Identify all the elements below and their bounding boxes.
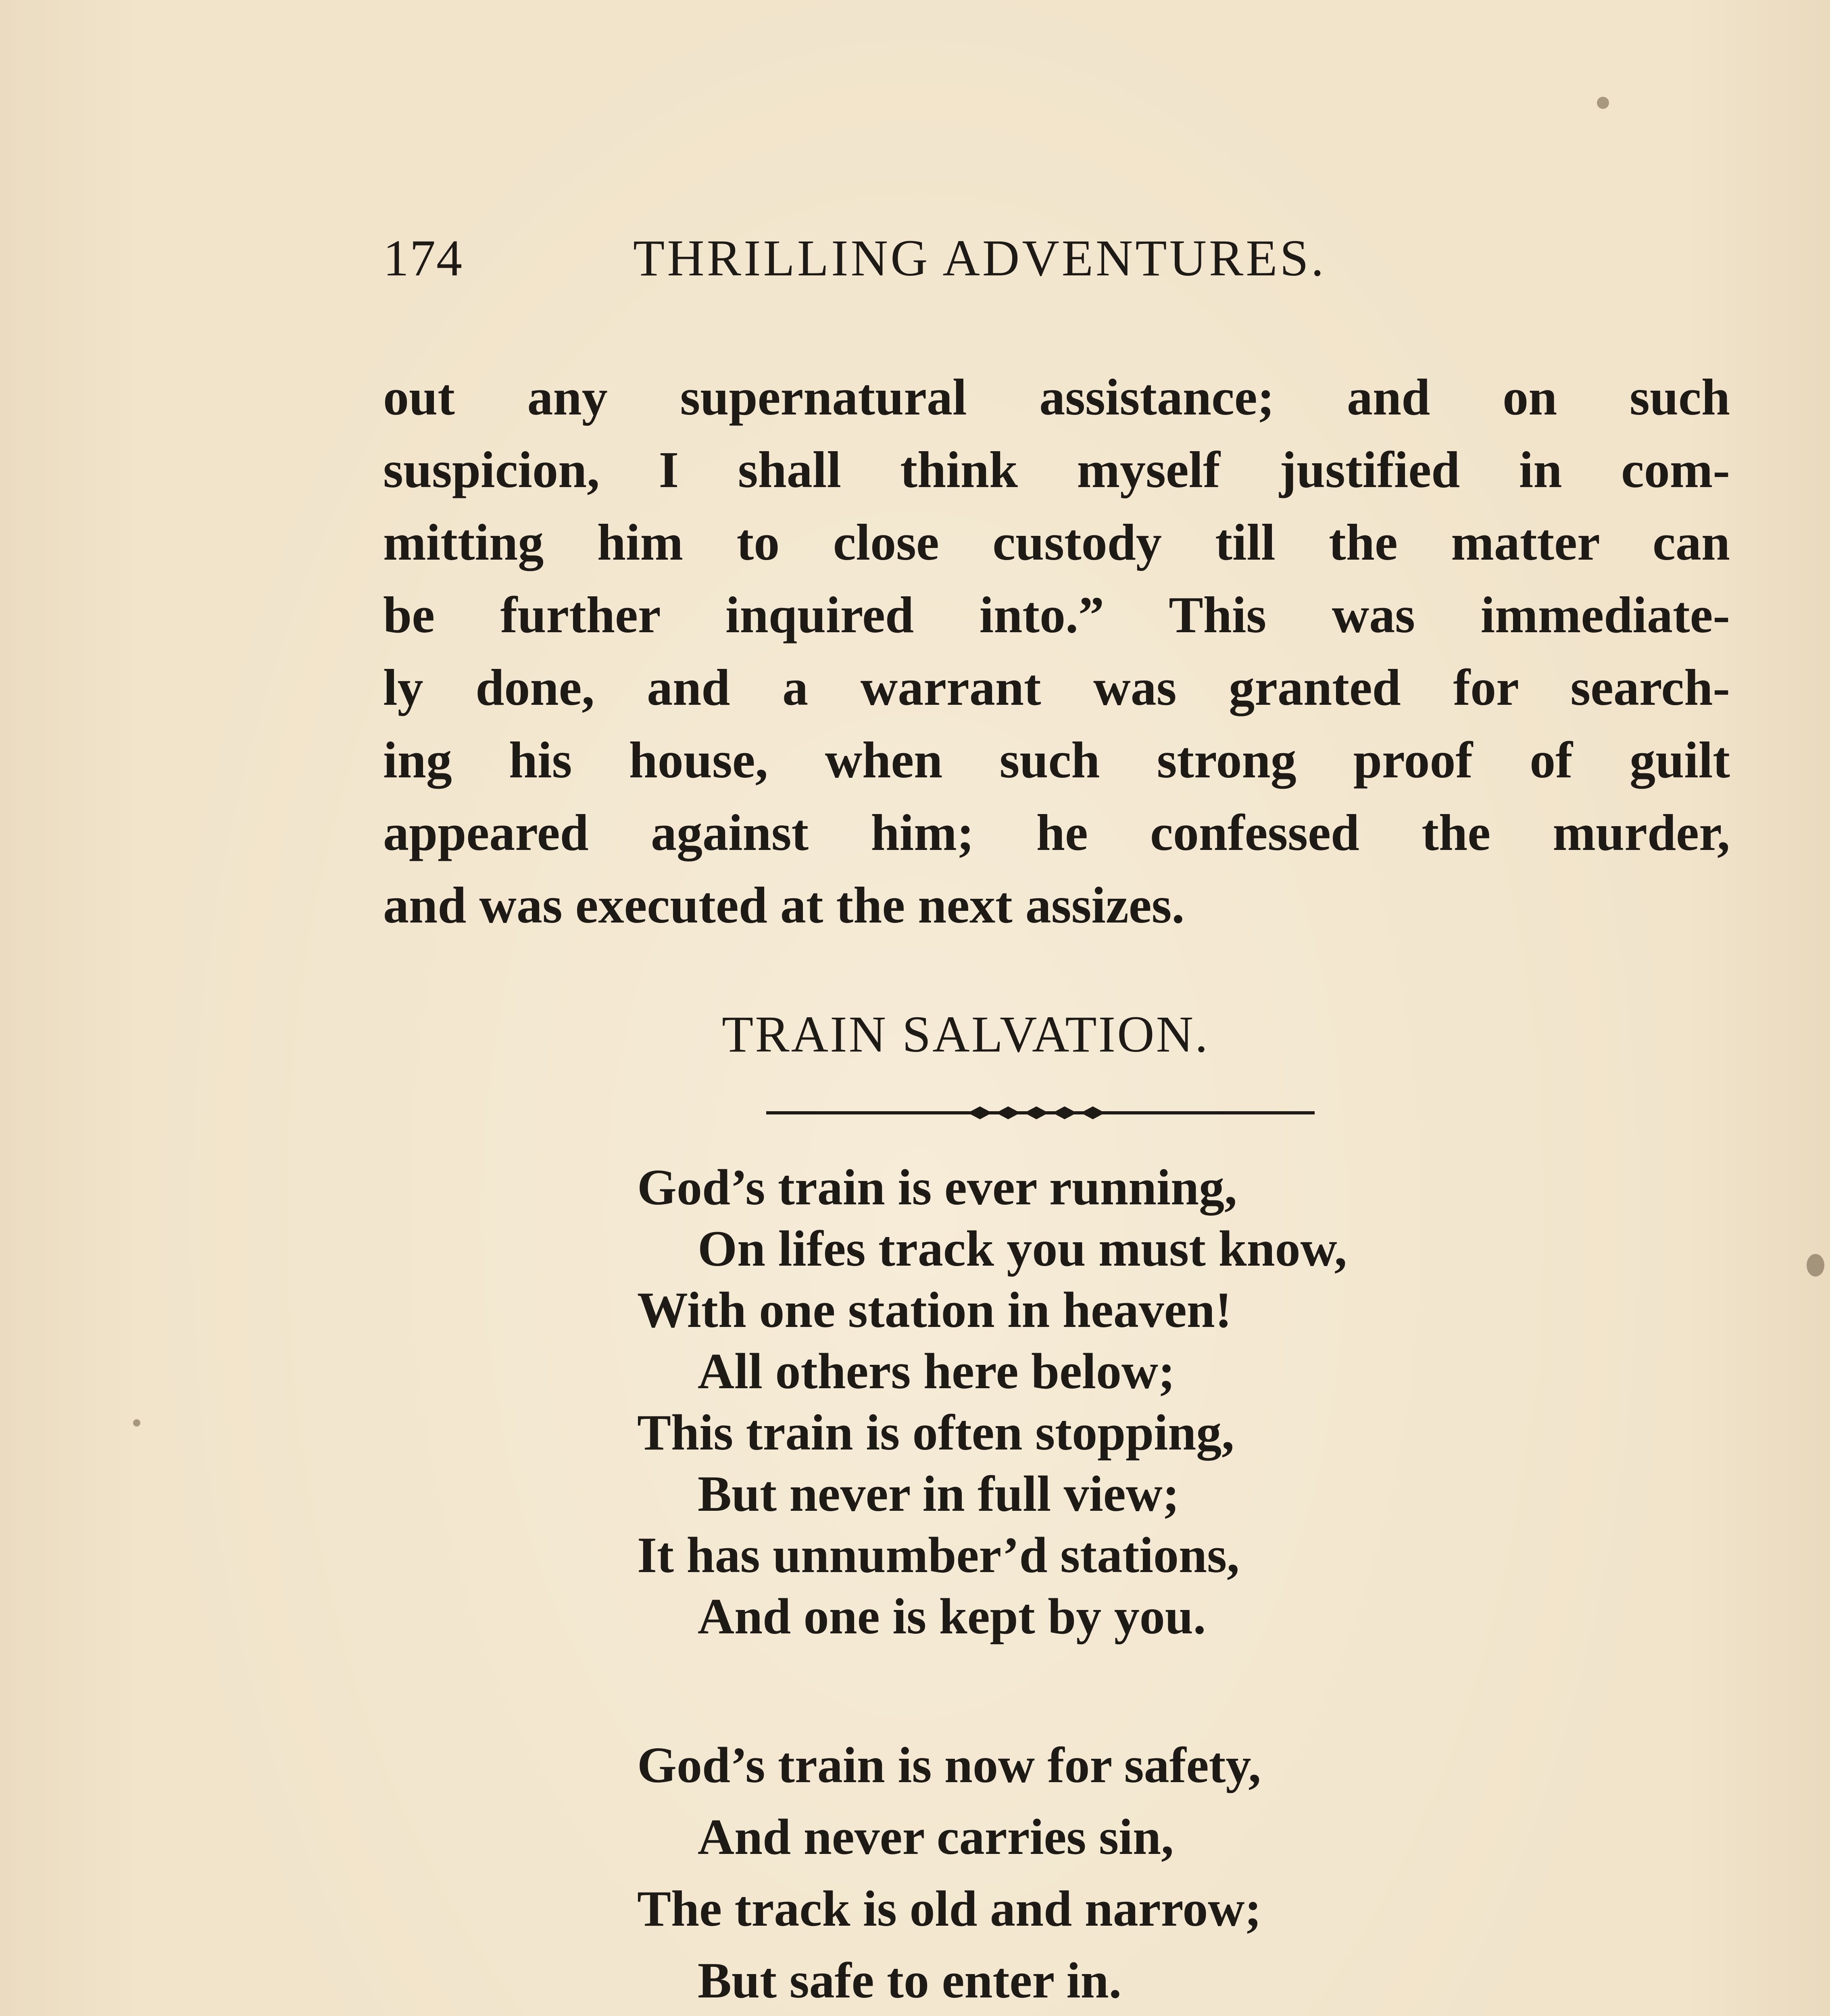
running-head [383,226,1512,290]
prose-line: appeared against him; he confessed the murder, [383,804,1730,861]
verse-line: But safe to enter in. [698,1953,1122,2009]
prose-line: out any supernatural assistance; and on such [383,369,1730,426]
prose-line: and was executed at the next assizes. [383,877,1185,934]
verse-line: But never in full view; [698,1466,1180,1522]
prose-line: mitting him to close custody till the matter can [383,514,1730,571]
verse-line: And never carries sin, [698,1809,1174,1865]
paper-speck [1807,1254,1824,1277]
verse-line: With one station in heaven! [637,1282,1232,1338]
running-title: THRILLING ADVENTURES. [633,229,1326,287]
verse-line: The track is old and narrow; [637,1881,1262,1937]
poem-title: TRAIN SALVATION. [722,1006,1209,1063]
prose-line: ly done, and a warrant was granted for search- [383,659,1730,716]
verse-line: God’s train is now for safety, [637,1737,1261,1793]
ornamental-rule [766,1097,1315,1129]
verse-line: This train is often stopping, [637,1405,1234,1461]
prose-line: be further inquired into.” This was immediate- [383,586,1730,644]
paper-speck [1597,97,1609,109]
poem-stanza [637,1730,1565,2016]
verse-line: And one is kept by you. [698,1589,1206,1645]
prose-paragraph [383,361,1730,941]
verse-line: All others here below; [698,1343,1175,1400]
paper-speck [133,1419,140,1427]
prose-line: ing his house, when such strong proof of guilt [383,731,1730,789]
verse-line: It has unnumber’d stations, [637,1527,1240,1583]
verse-line: On lifes track you must know, [698,1221,1347,1277]
prose-line: suspicion, I shall think myself justified in com- [383,441,1730,498]
poem-stanza [637,1157,1565,1647]
page-number: 174 [383,229,463,287]
verse-line: God’s train is ever running, [637,1160,1237,1216]
